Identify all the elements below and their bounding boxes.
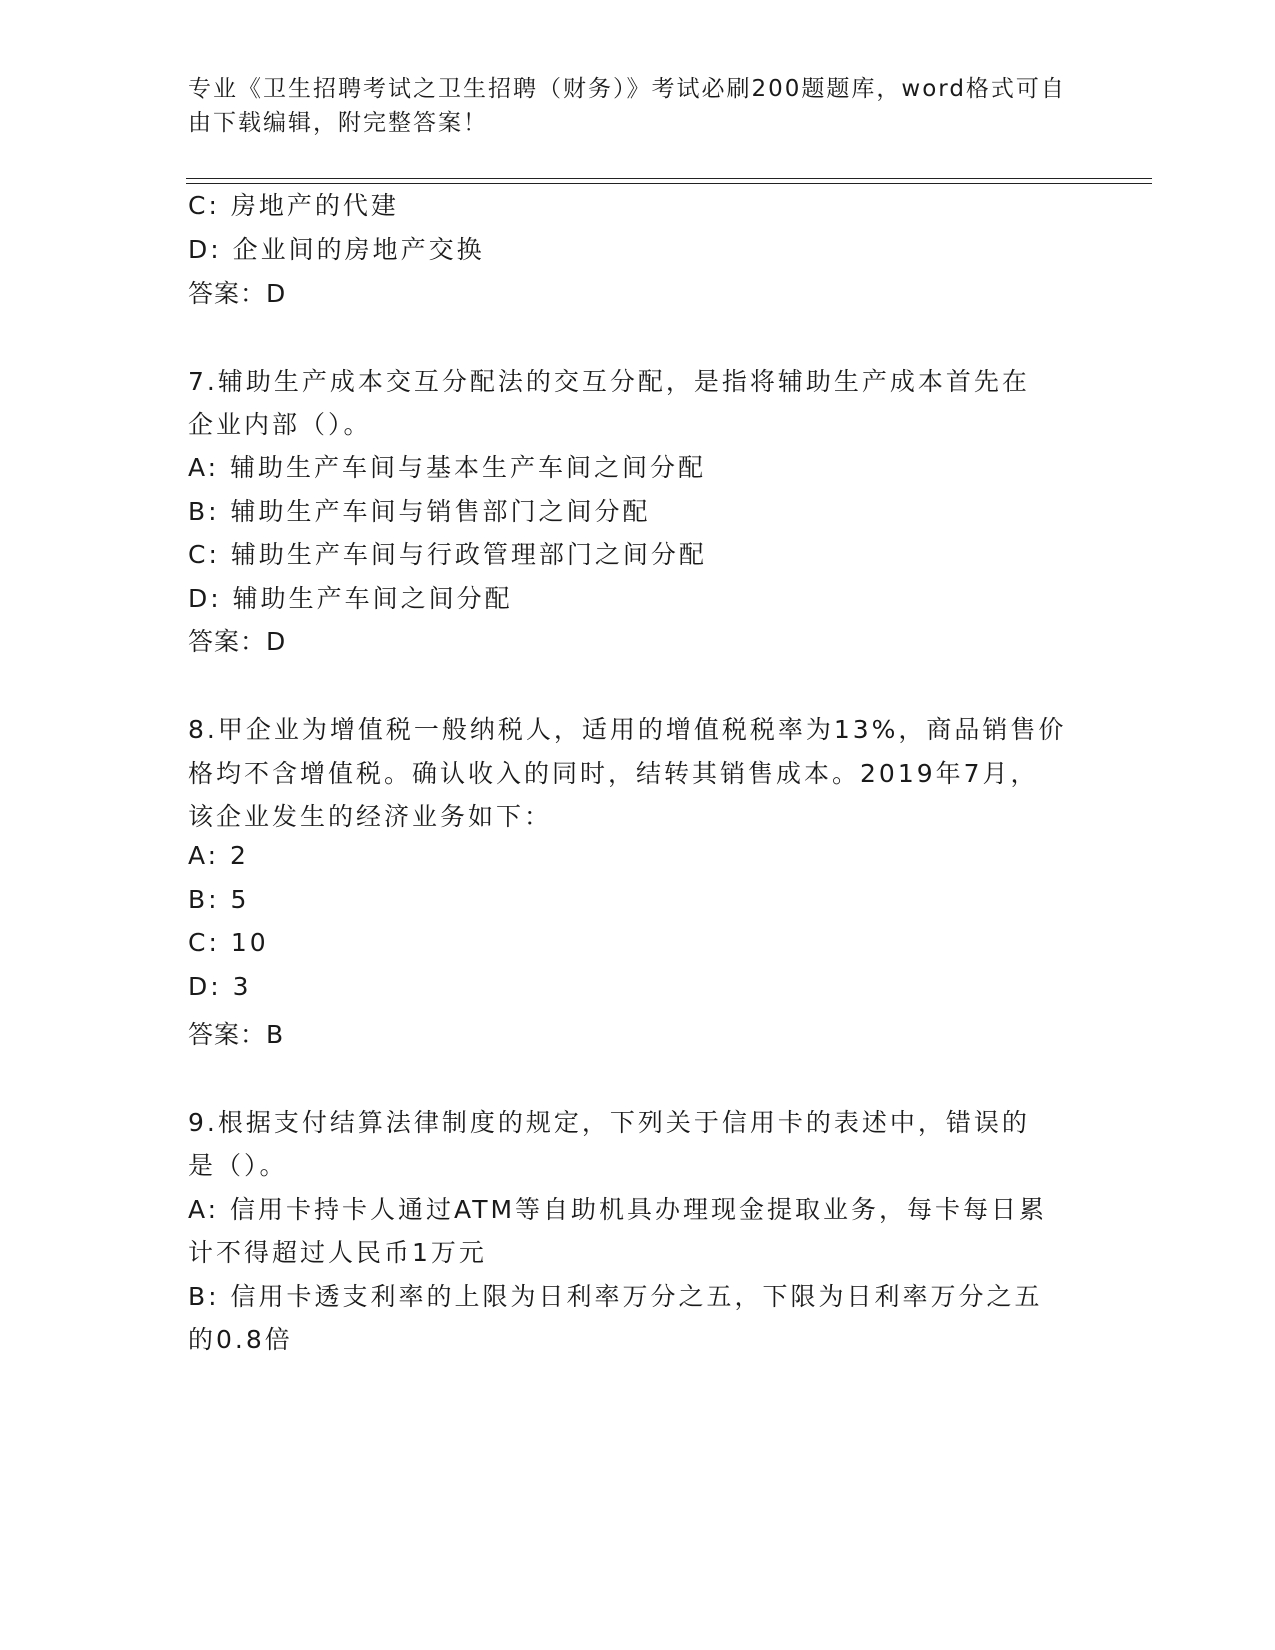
question-8-text-cont: 格均不含增值税。确认收入的同时，结转其销售成本。2019年7月，: [188, 759, 1039, 788]
header-line-1: 专业《卫生招聘考试之卫生招聘（财务）》考试必刷200题题库，word格式可自: [188, 76, 1066, 102]
question-7-text-cont: 企业内部（）。: [188, 410, 372, 439]
option-a: A: 辅助生产车间与基本生产车间之间分配: [188, 453, 707, 482]
option-c: C: 10: [188, 928, 269, 957]
document-header: [188, 72, 1068, 140]
question-9-text: 9.根据支付结算法律制度的规定，下列关于信用卡的表述中，错误的: [188, 1108, 1030, 1137]
option-d: D: 3: [188, 972, 252, 1001]
option-d: D: 企业间的房地产交换: [188, 235, 485, 264]
question-9-text-cont: 是（）。: [188, 1151, 288, 1180]
answer-line: 答案：D: [188, 627, 287, 656]
question-7-text: 7.辅助生产成本交互分配法的交互分配，是指将辅助生产成本首先在: [188, 367, 1030, 396]
option-d: D: 辅助生产车间之间分配: [188, 584, 513, 613]
header-divider-bottom: [186, 183, 1152, 184]
option-c: C: 房地产的代建: [188, 191, 399, 220]
option-b: B: 辅助生产车间与销售部门之间分配: [188, 497, 651, 526]
header-divider-top: [186, 178, 1152, 179]
option-a: A: 2: [188, 841, 249, 870]
question-8-text: 8.甲企业为增值税一般纳税人，适用的增值税税率为13%，商品销售价: [188, 715, 1067, 744]
option-a-cont: 计不得超过人民币1万元: [188, 1238, 487, 1267]
answer-line: 答案：D: [188, 279, 287, 308]
header-line-2: 由下载编辑，附完整答案！: [188, 110, 488, 136]
answer-line: 答案：B: [188, 1020, 285, 1049]
option-a: A: 信用卡持卡人通过ATM等自助机具办理现金提取业务，每卡每日累: [188, 1195, 1048, 1224]
option-b: B: 5: [188, 885, 250, 914]
option-c: C: 辅助生产车间与行政管理部门之间分配: [188, 540, 707, 569]
question-8-text-cont: 该企业发生的经济业务如下：: [188, 802, 553, 831]
option-b: B: 信用卡透支利率的上限为日利率万分之五，下限为日利率万分之五: [188, 1282, 1043, 1311]
option-b-cont: 的0.8倍: [188, 1325, 293, 1354]
